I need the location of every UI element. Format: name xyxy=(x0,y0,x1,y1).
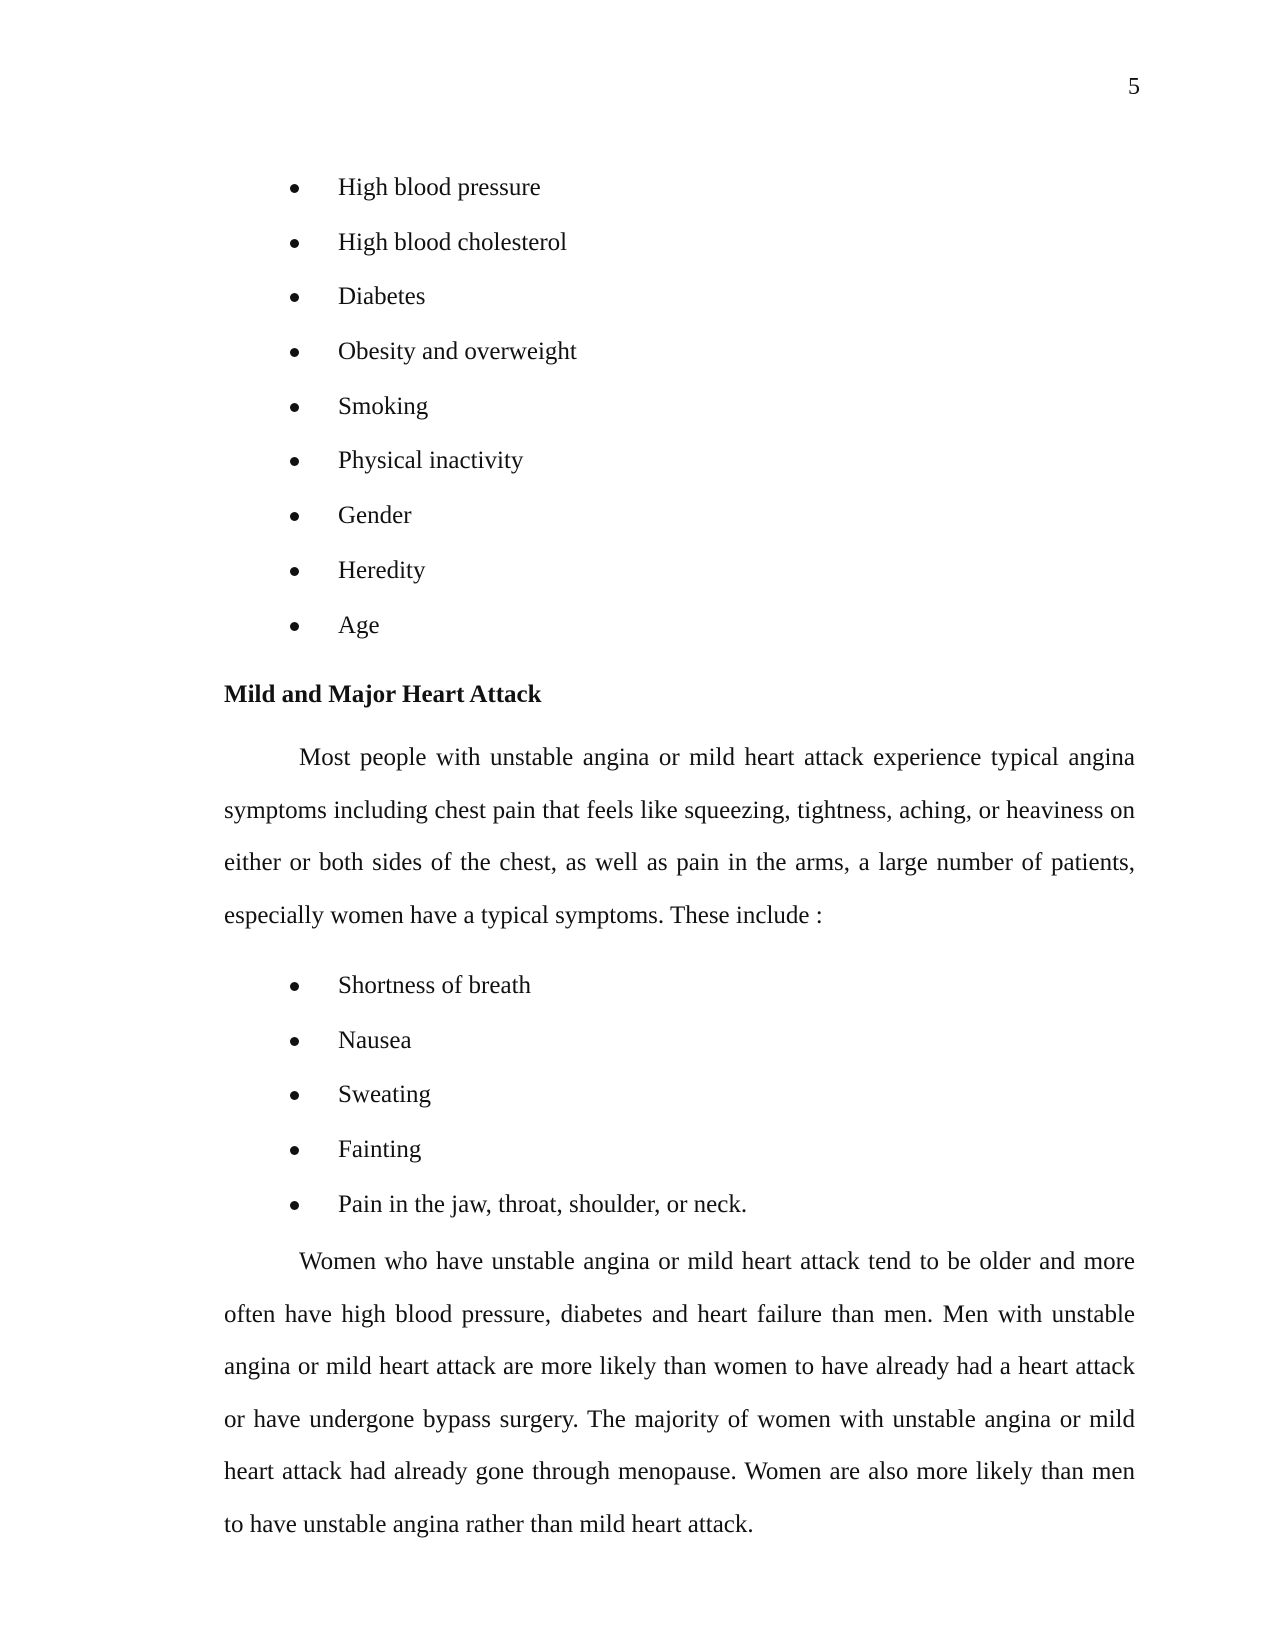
list-item xyxy=(290,336,577,391)
bullet-icon xyxy=(290,239,299,248)
list-item xyxy=(290,500,577,555)
bullet-icon xyxy=(290,403,299,412)
list-item-text: Physical inactivity xyxy=(338,447,524,475)
risk-factor-list xyxy=(290,172,577,664)
bullet-icon xyxy=(290,512,299,521)
list-item-text: High blood pressure xyxy=(338,174,541,201)
paragraph: Most people with unstable angina or mild heart attack experience typical angina symptoms including chest pain that feels like squeezing, tightness, aching, or heaviness on either or both sides of the chest, as well as pain in the arms, a large number of patients, especially women have a typical symptoms. These include : xyxy=(224,744,1135,929)
bullet-icon xyxy=(290,348,299,357)
list-item xyxy=(290,1079,747,1134)
list-item-text: Nausea xyxy=(338,1026,412,1054)
bullet-icon xyxy=(290,567,299,576)
bullet-icon xyxy=(290,982,299,991)
list-item xyxy=(290,391,577,446)
list-item-text: Obesity and overweight xyxy=(338,338,577,366)
list-item-text: Age xyxy=(338,611,380,639)
bullet-icon xyxy=(290,1201,299,1210)
section-heading: Mild and Major Heart Attack xyxy=(224,681,542,708)
list-item xyxy=(290,281,577,336)
list-item xyxy=(290,445,577,500)
paragraph: Women who have unstable angina or mild heart attack tend to be older and more often have high blood pressure, diabetes and heart failure than men. Men with unstable angina or mild heart attack are more likely than women to have already had a heart attack or have undergone bypass surgery. The majority of women with unstable angina or mild heart attack had already gone through menopause. Women are also more likely than men to have unstable angina rather than mild heart attack. xyxy=(224,1248,1135,1538)
list-item-text: Fainting xyxy=(338,1136,422,1164)
list-item-text: Smoking xyxy=(338,392,429,420)
list-item-text: High blood cholesterol xyxy=(338,228,568,256)
bullet-icon xyxy=(290,184,299,193)
list-item xyxy=(290,970,747,1025)
list-item xyxy=(290,1134,747,1189)
list-item xyxy=(290,610,577,665)
list-item xyxy=(290,227,577,282)
symptom-list xyxy=(290,970,747,1243)
page-number: 5 xyxy=(1128,74,1140,100)
list-item-text: Pain in the jaw, throat, shoulder, or neck. xyxy=(338,1190,748,1218)
list-item-text: Gender xyxy=(338,502,412,530)
bullet-icon xyxy=(290,1037,299,1046)
list-item xyxy=(290,172,577,227)
bullet-icon xyxy=(290,1146,299,1155)
list-item-text: Heredity xyxy=(338,556,426,584)
bullet-icon xyxy=(290,622,299,631)
list-item-text: Sweating xyxy=(338,1081,432,1109)
list-item-text: Diabetes xyxy=(338,283,426,311)
bullet-icon xyxy=(290,1091,299,1100)
list-item xyxy=(290,555,577,610)
list-item xyxy=(290,1025,747,1080)
list-item-text: Shortness of breath xyxy=(338,972,532,999)
bullet-icon xyxy=(290,457,299,466)
bullet-icon xyxy=(290,293,299,302)
